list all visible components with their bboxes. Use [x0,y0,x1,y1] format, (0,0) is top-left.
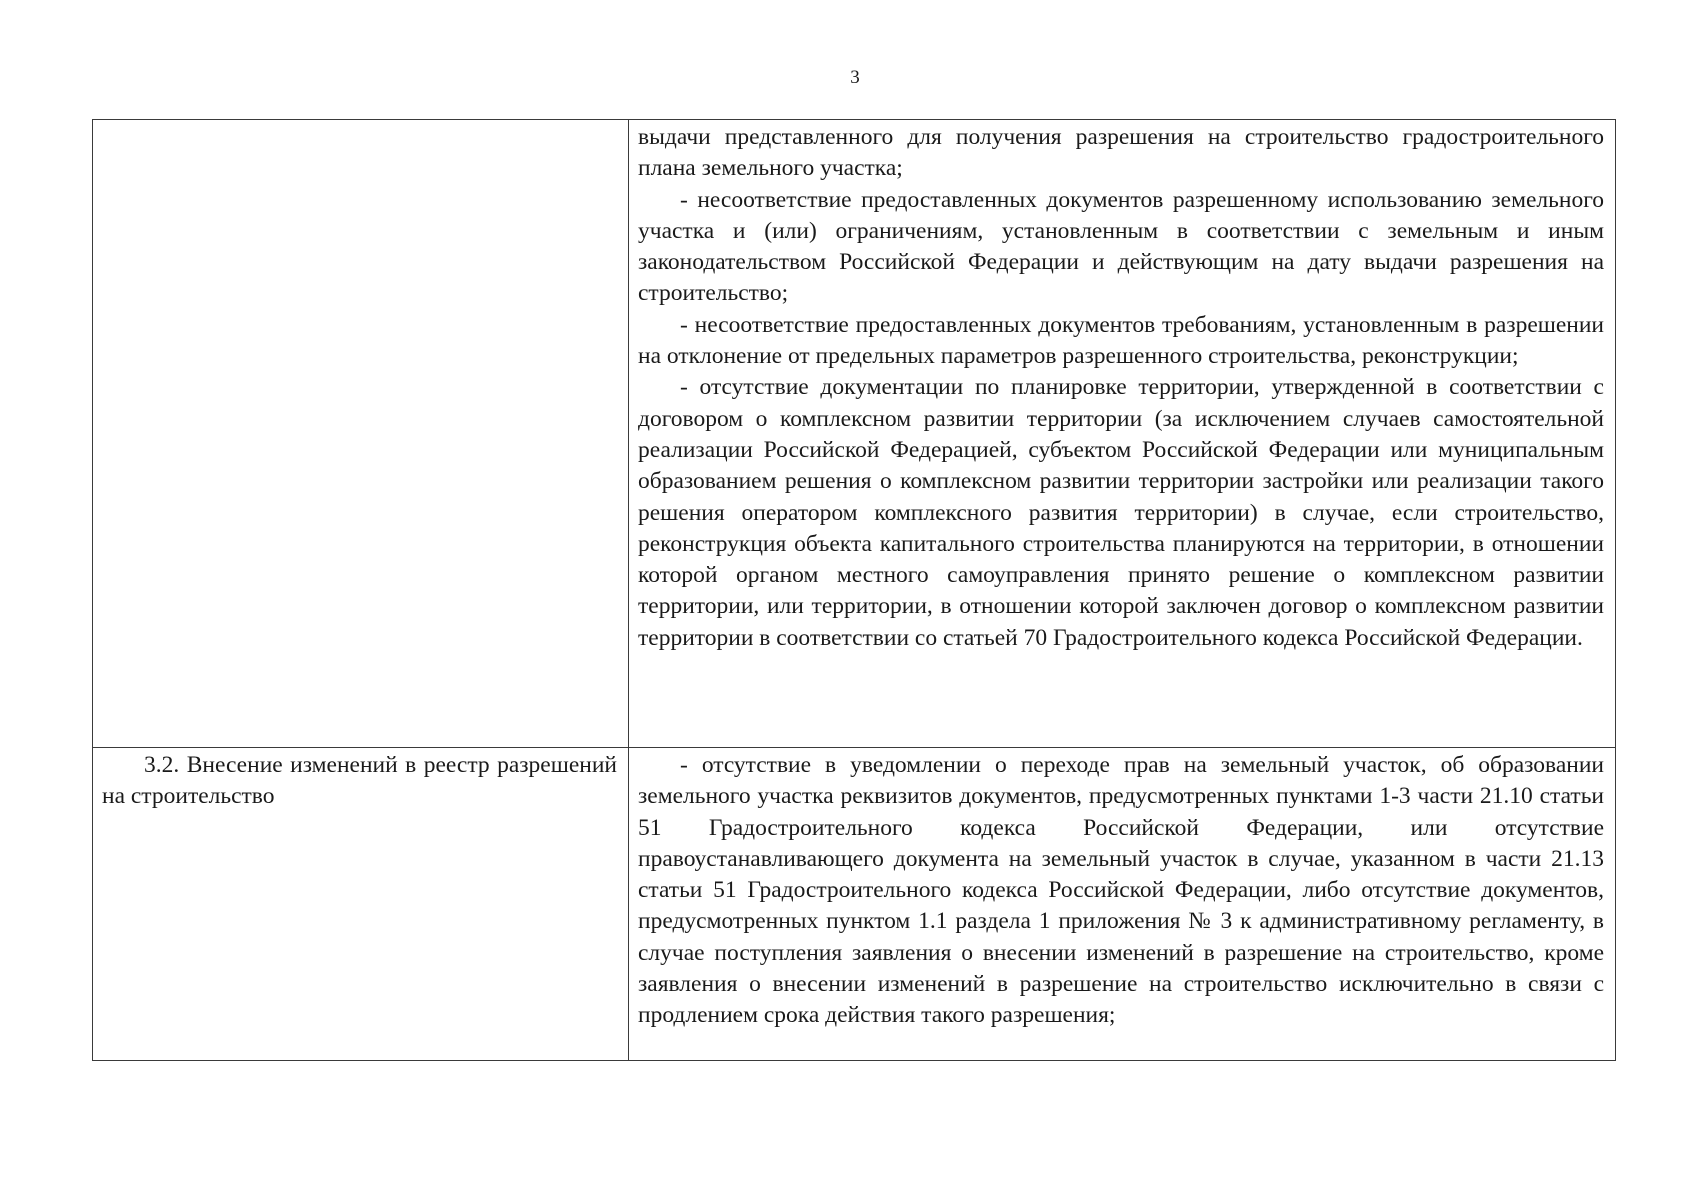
paragraph: - отсутствие документации по планировке территории, утвержденной в соответствии с договором о комплексном развитии территории (за исключением случаев самостоятельной реализации Российской Федерацией, субъектом Российской Федерации или муниципальным образованием решения о комплексном развитии территории застройки или реализации такого решения оператором комплексного развития территории) в случае, если строительство, реконструкция объекта капитального строительства планируются на территории, в отношении которой органом местного самоуправления принято решение о комплексном развитии территории, или территории, в отношении которой заключен договор о комплексном развитии территории в соответствии со статьей 70 Градостроительного кодекса Российской Федерации. [638,374,1604,651]
paragraph: - несоответствие предоставленных документов требованиям, установленным в разрешении на отклонение от предельных параметров разрешенного строительства, реконструкции; [638,311,1604,370]
paragraph: выдачи представленного для получения разрешения на строительство градостроительного плана земельного участка; [638,124,1604,182]
paragraph: - несоответствие предоставленных документов разрешенному использованию земельного участка и (или) ограничениям, установленным в соответствии с земельным и иным законодательством Российской Федерации и действующим на дату выдачи разрешения на строительство; [638,186,1604,307]
table-cell-left [93,120,629,748]
page-number: 3 [850,67,860,88]
table-cell-left [93,748,629,1061]
cell-text: 3.2. Внесение изменений в реестр разрешений на строительство [102,752,617,810]
table-cell-right [629,748,1616,1061]
table-row [93,748,1616,1061]
paragraph: - отсутствие в уведомлении о переходе прав на земельный участок, об образовании земельного участка реквизитов документов, предусмотренных пунктами 1-3 части 21.10 статьи 51 Градостроительного кодекса Российской Федерации, или отсутствие правоустанавливающего документа на земельный участок в случае, указанном в части 21.13 статьи 51 Градостроительного кодекса Российской Федерации, либо отсутствие документов, предусмотренных пунктом 1.1 раздела 1 приложения № 3 к административному регламенту, в случае поступления заявления о внесении изменений в разрешение на строительство, кроме заявления о внесении изменений в разрешение на строительство исключительно в связи с продлением срока действия такого разрешения; [638,752,1604,1029]
document-table [92,119,1616,1061]
table-cell-right [629,120,1616,748]
table-row [93,120,1616,748]
